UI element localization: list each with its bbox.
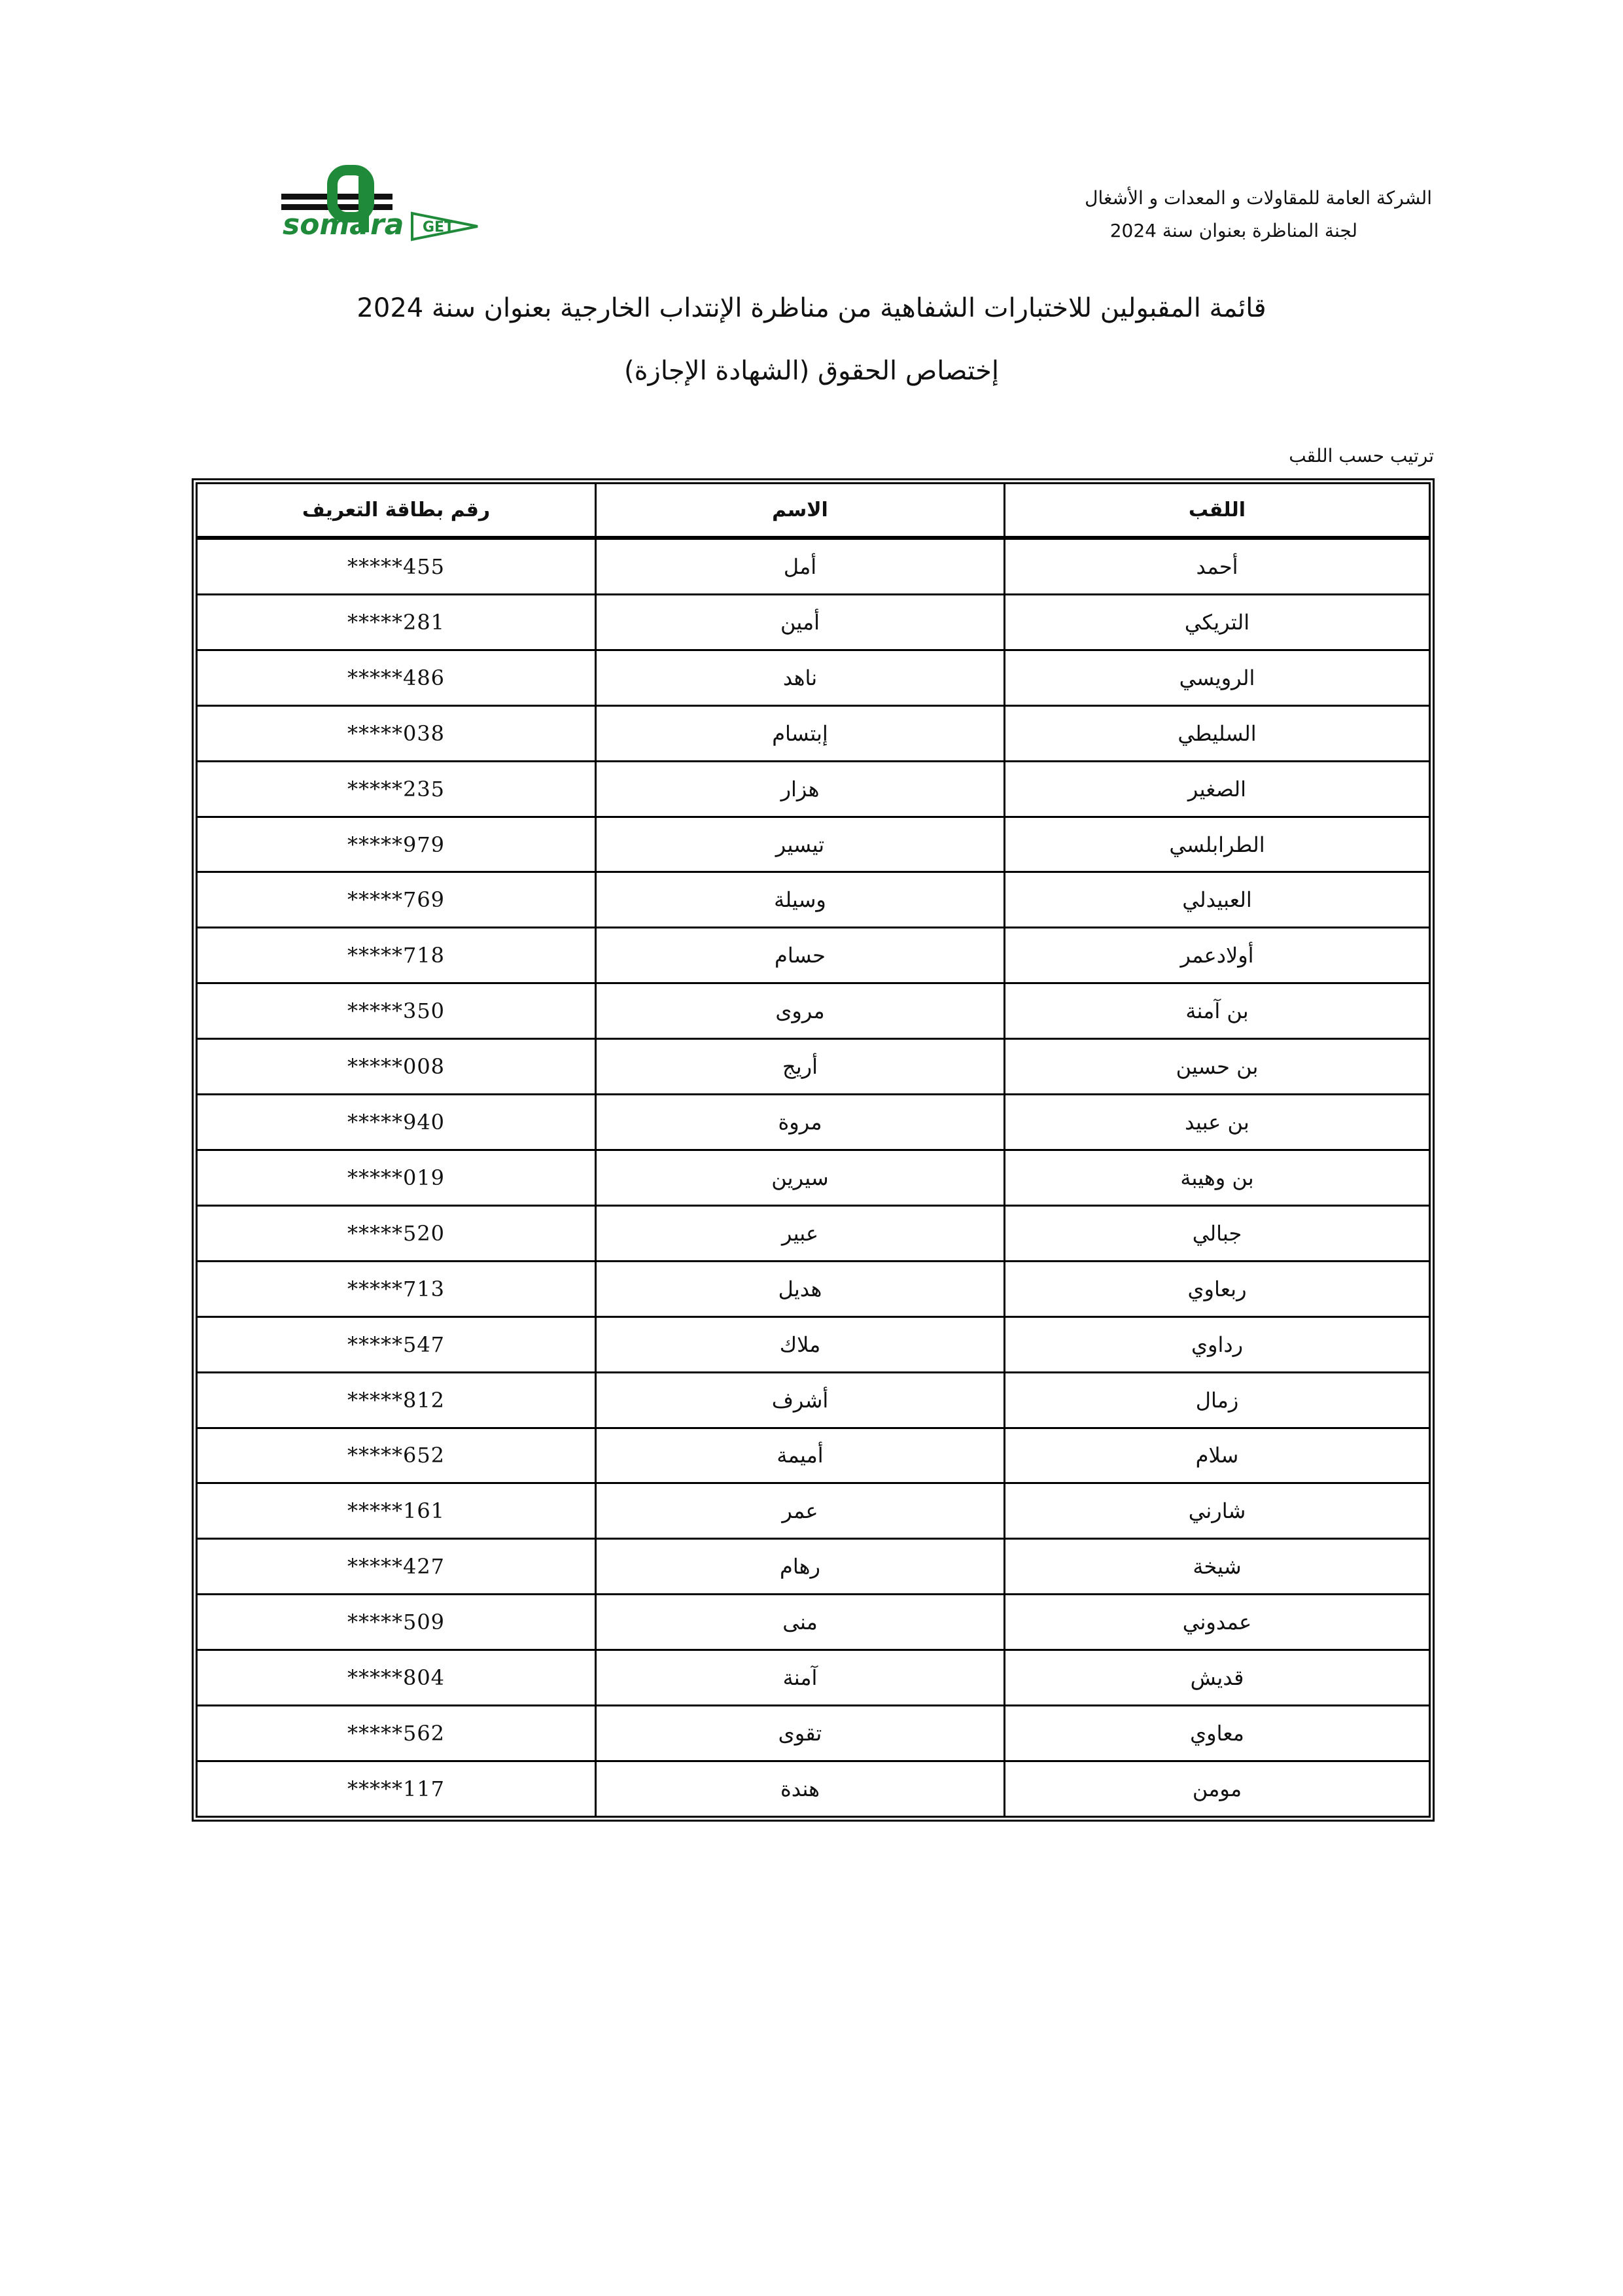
cell-name: سيرين	[596, 1150, 1005, 1205]
cell-name: هندة	[596, 1761, 1005, 1816]
cell-id-number: *****713	[197, 1261, 596, 1316]
table-row	[197, 1372, 1430, 1428]
cell-surname: الصغير	[1005, 761, 1430, 817]
cell-surname: التريكي	[1005, 594, 1430, 650]
cell-id-number: *****038	[197, 705, 596, 761]
cell-name: هزار	[596, 761, 1005, 817]
committee-name: لجنة المناظرة بعنوان سنة 2024	[1109, 220, 1357, 241]
cell-name: أميمة	[596, 1428, 1005, 1483]
cell-surname: جبالي	[1005, 1205, 1430, 1261]
table-row	[197, 1261, 1430, 1316]
cell-surname: عمدوني	[1005, 1595, 1430, 1650]
cell-name: أمل	[596, 538, 1005, 594]
cell-id-number: *****235	[197, 761, 596, 817]
cell-surname: زمال	[1005, 1372, 1430, 1428]
cell-name: ناهد	[596, 650, 1005, 705]
table-row	[197, 872, 1430, 928]
column-header-surname: اللقب	[1005, 484, 1430, 539]
table-row	[197, 761, 1430, 817]
table-header-row	[197, 484, 1430, 539]
table-row	[197, 1095, 1430, 1150]
cell-name: إبتسام	[596, 705, 1005, 761]
cell-surname: بن آمنة	[1005, 983, 1430, 1039]
svg-text:soma: soma	[283, 208, 369, 241]
cell-id-number: *****455	[197, 538, 596, 594]
organization-header	[974, 182, 1432, 247]
cell-surname: الطرابلسي	[1005, 817, 1430, 872]
table-row	[197, 1761, 1430, 1816]
cell-id-number: *****812	[197, 1372, 596, 1428]
cell-name: أريج	[596, 1039, 1005, 1095]
table-row	[197, 1650, 1430, 1706]
cell-name: حسام	[596, 928, 1005, 983]
cell-surname: بن وهيبة	[1005, 1150, 1430, 1205]
cell-name: ملاك	[596, 1316, 1005, 1372]
cell-id-number: *****547	[197, 1316, 596, 1372]
cell-surname: شيخة	[1005, 1539, 1430, 1595]
cell-surname: ربعاوي	[1005, 1261, 1430, 1316]
cell-name: أمين	[596, 594, 1005, 650]
cell-id-number: *****427	[197, 1539, 596, 1595]
cell-name: آمنة	[596, 1650, 1005, 1706]
cell-id-number: *****979	[197, 817, 596, 872]
table-row	[197, 1150, 1430, 1205]
cell-surname: أحمد	[1005, 538, 1430, 594]
cell-id-number: *****804	[197, 1650, 596, 1706]
cell-surname: الرويسي	[1005, 650, 1430, 705]
cell-surname: بن عبيد	[1005, 1095, 1430, 1150]
cell-name: هديل	[596, 1261, 1005, 1316]
cell-id-number: *****562	[197, 1706, 596, 1761]
cell-id-number: *****117	[197, 1761, 596, 1816]
column-header-id: رقم بطاقة التعريف	[197, 484, 596, 539]
cell-id-number: *****769	[197, 872, 596, 928]
cell-name: منى	[596, 1595, 1005, 1650]
document-title: قائمة المقبولين للاختبارات الشفاهية من مناظرة الإنتداب الخارجية بعنوان سنة 2024	[357, 293, 1266, 323]
table-row	[197, 1205, 1430, 1261]
cell-surname: سلام	[1005, 1428, 1430, 1483]
cell-name: وسيلة	[596, 872, 1005, 928]
sort-note: ترتيب حسب اللقب	[1289, 445, 1434, 467]
table-row	[197, 1316, 1430, 1372]
cell-surname: أولادعمر	[1005, 928, 1430, 983]
table-row	[197, 983, 1430, 1039]
svg-text:ra: ra	[370, 208, 404, 241]
table-row	[197, 1483, 1430, 1539]
cell-id-number: *****350	[197, 983, 596, 1039]
organization-name: الشركة العامة للمقاولات و المعدات و الأشغال	[1085, 187, 1432, 209]
cell-name: عبير	[596, 1205, 1005, 1261]
svg-text:GET: GET	[423, 219, 455, 236]
table-row	[197, 705, 1430, 761]
table-row	[197, 594, 1430, 650]
cell-id-number: *****019	[197, 1150, 596, 1205]
table-row	[197, 1595, 1430, 1650]
table-row	[197, 1539, 1430, 1595]
cell-surname: السليطي	[1005, 705, 1430, 761]
cell-id-number: *****652	[197, 1428, 596, 1483]
cell-surname: معاوي	[1005, 1706, 1430, 1761]
cell-surname: شارني	[1005, 1483, 1430, 1539]
cell-id-number: *****509	[197, 1595, 596, 1650]
cell-name: مروى	[596, 983, 1005, 1039]
cell-surname: رداوي	[1005, 1316, 1430, 1372]
document-subtitle: إختصاص الحقوق (الشهادة الإجازة)	[623, 356, 1000, 386]
cell-id-number: *****520	[197, 1205, 596, 1261]
cell-surname: مومن	[1005, 1761, 1430, 1816]
table-row	[197, 817, 1430, 872]
cell-name: أشرف	[596, 1372, 1005, 1428]
cell-id-number: *****940	[197, 1095, 596, 1150]
cell-id-number: *****008	[197, 1039, 596, 1095]
cell-surname: قديش	[1005, 1650, 1430, 1706]
candidates-table	[196, 482, 1431, 1818]
cell-id-number: *****281	[197, 594, 596, 650]
somatra-logo	[281, 162, 484, 244]
table-row	[197, 928, 1430, 983]
table-row	[197, 1706, 1430, 1761]
table-row	[197, 1039, 1430, 1095]
cell-name: عمر	[596, 1483, 1005, 1539]
cell-name: تقوى	[596, 1706, 1005, 1761]
cell-name: رهام	[596, 1539, 1005, 1595]
cell-surname: العبيدلي	[1005, 872, 1430, 928]
cell-name: مروة	[596, 1095, 1005, 1150]
column-header-name: الاسم	[596, 484, 1005, 539]
cell-id-number: *****161	[197, 1483, 596, 1539]
table-row	[197, 538, 1430, 594]
table-row	[197, 650, 1430, 705]
cell-name: تيسير	[596, 817, 1005, 872]
cell-surname: بن حسين	[1005, 1039, 1430, 1095]
cell-id-number: *****486	[197, 650, 596, 705]
table-row	[197, 1428, 1430, 1483]
cell-id-number: *****718	[197, 928, 596, 983]
